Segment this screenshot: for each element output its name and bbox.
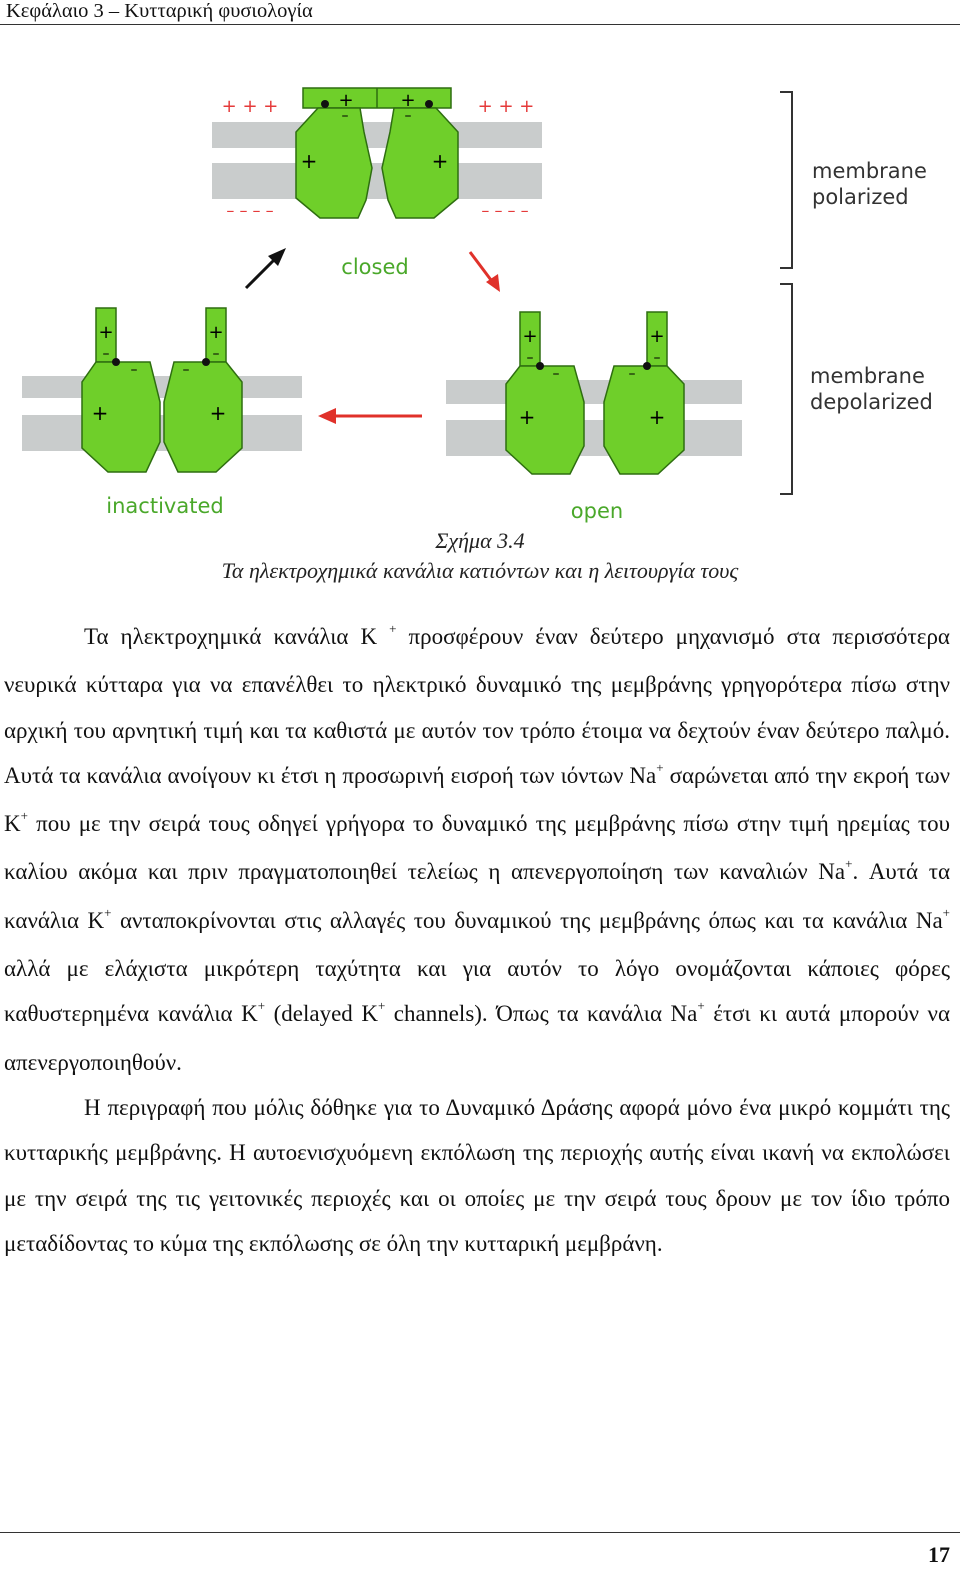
svg-text:–: – [653,350,661,366]
closed-left-plus: + [300,149,318,173]
membrane-band-bottom [212,163,542,199]
depolarized-label-line1: membrane [810,364,925,388]
inactivated-right-subunit [164,362,242,472]
depolarized-label-line2: depolarized [810,390,933,414]
paragraph-1: Τα ηλεκτροχημικά κανάλια K + προσφέρουν έναν δεύτερο μηχανισμό στα περισσότερα νευρικά κύτταρα για να επανέλθει το ηλεκτρικό δυναμικό της μεμβράνης γρηγορότερα πίσω στην αρχική του αρνητική τιμή και τα καθιστά με αυτόν τον τρόπο έτοιμα να δεχτούν έναν δεύτερο παλμό. Αυτά τα κανάλια ανοίγουν κι έτσι η προσωρινή εισροή των ιόντων Na+ σαρώνεται από την εκροή των K+ που με την σειρά τους οδηγεί γρήγορα το δυναμικό της μεμβράνης πίσω στην τιμή ηρεμίας του καλίου ακόμα και πριν πραγματοποιηθεί τελείως η απενεργοποίηση των καναλιών Na+. Αυτά τα κανάλια K+ ανταποκρίνονται στις αλλαγές του δυναμικού της μεμβράνης όπως και τα κανάλια Na+ αλλά με ελάχιστα μικρότερη ταχύτητα και για αυτόν το λόγο ονομάζονται κάποιες φόρες καθυστερημένα κανάλια K+ (delayed K+ channels). Όπως τα κανάλια Na+ έτσι κι αυτά μπορούν να απενεργοποιηθούν. [4,621,951,1075]
inactivated-membrane-top [22,376,302,398]
svg-text:+: + [648,405,666,429]
page-header [0,0,960,25]
page-number: 17 [928,1542,950,1567]
inside-charges-left: – – – – [226,201,274,220]
closed-channel [212,88,542,220]
figure-number: Σχήμα 3.4 [435,528,525,553]
closed-right-minus: – [404,108,412,124]
svg-text:+: + [208,322,224,343]
outside-charges-left: + + + [221,96,279,117]
chapter-title: Κεφάλαιο 3 – Κυτταρική φυσιολογία [6,0,313,22]
ion-channel-figure [0,70,960,535]
polarized-bracket [780,92,792,268]
svg-text:–: – [552,366,560,382]
svg-text:–: – [130,362,138,378]
svg-text:+: + [649,326,665,347]
svg-text:+: + [522,326,538,347]
open-membrane-top [446,380,742,404]
inside-charges-right: – – – – [481,201,529,220]
arrow-to-inactivated [318,408,422,424]
closed-gate-plus-right: + [400,90,416,111]
closed-gate-plus-left: + [338,90,354,111]
inactivated-channel [22,308,302,472]
svg-text:–: – [182,362,190,378]
polarized-label-line2: polarized [812,185,909,209]
membrane-band-top [212,122,542,148]
inactivated-membrane-bottom [22,415,302,451]
svg-text:+: + [518,405,536,429]
closed-left-minus: – [341,108,349,124]
open-channel [446,312,742,474]
svg-text:–: – [102,346,110,362]
svg-text:–: – [628,366,636,382]
channel-states-diagram [0,70,960,535]
depolarized-bracket [780,284,792,494]
outside-charges-right: + + + [477,96,535,117]
footer-divider [0,1532,960,1533]
open-right-subunit [604,366,684,474]
svg-text:–: – [526,350,534,366]
svg-text:+: + [98,322,114,343]
figure-caption: Τα ηλεκτροχημικά κανάλια κατιόντων και η λειτουργία τους [221,558,739,583]
body-text [4,614,950,1266]
open-label: open [570,499,624,523]
open-membrane-bottom [446,420,742,456]
inactivated-label: inactivated [106,494,224,518]
closed-right-plus: + [431,149,449,173]
paragraph-2: Η περιγραφή που μόλις δόθηκε για το Δυναμικό Δράσης αφορά μόνο ένα μικρό κομμάτι της κυτταρικής μεμβράνης. Η αυτοενισχυόμενη εκπόλωση της περιοχής αυτής είναι ικανή να εκπολώσει με την σειρά της τις γειτονικές περιοχές και οι οποίες με την σειρά τους δρουν με τον ίδιο τρόπο μεταδίδοντας το κύμα της εκπόλωσης σε όλη την κυτταρική μεμβράνη. [4,1094,950,1256]
svg-text:+: + [91,401,109,425]
polarized-label-line1: membrane [812,159,927,183]
arrow-to-open [470,252,500,292]
closed-label: closed [341,255,409,279]
arrow-to-closed [246,248,286,288]
svg-text:–: – [212,346,220,362]
svg-text:+: + [209,401,227,425]
